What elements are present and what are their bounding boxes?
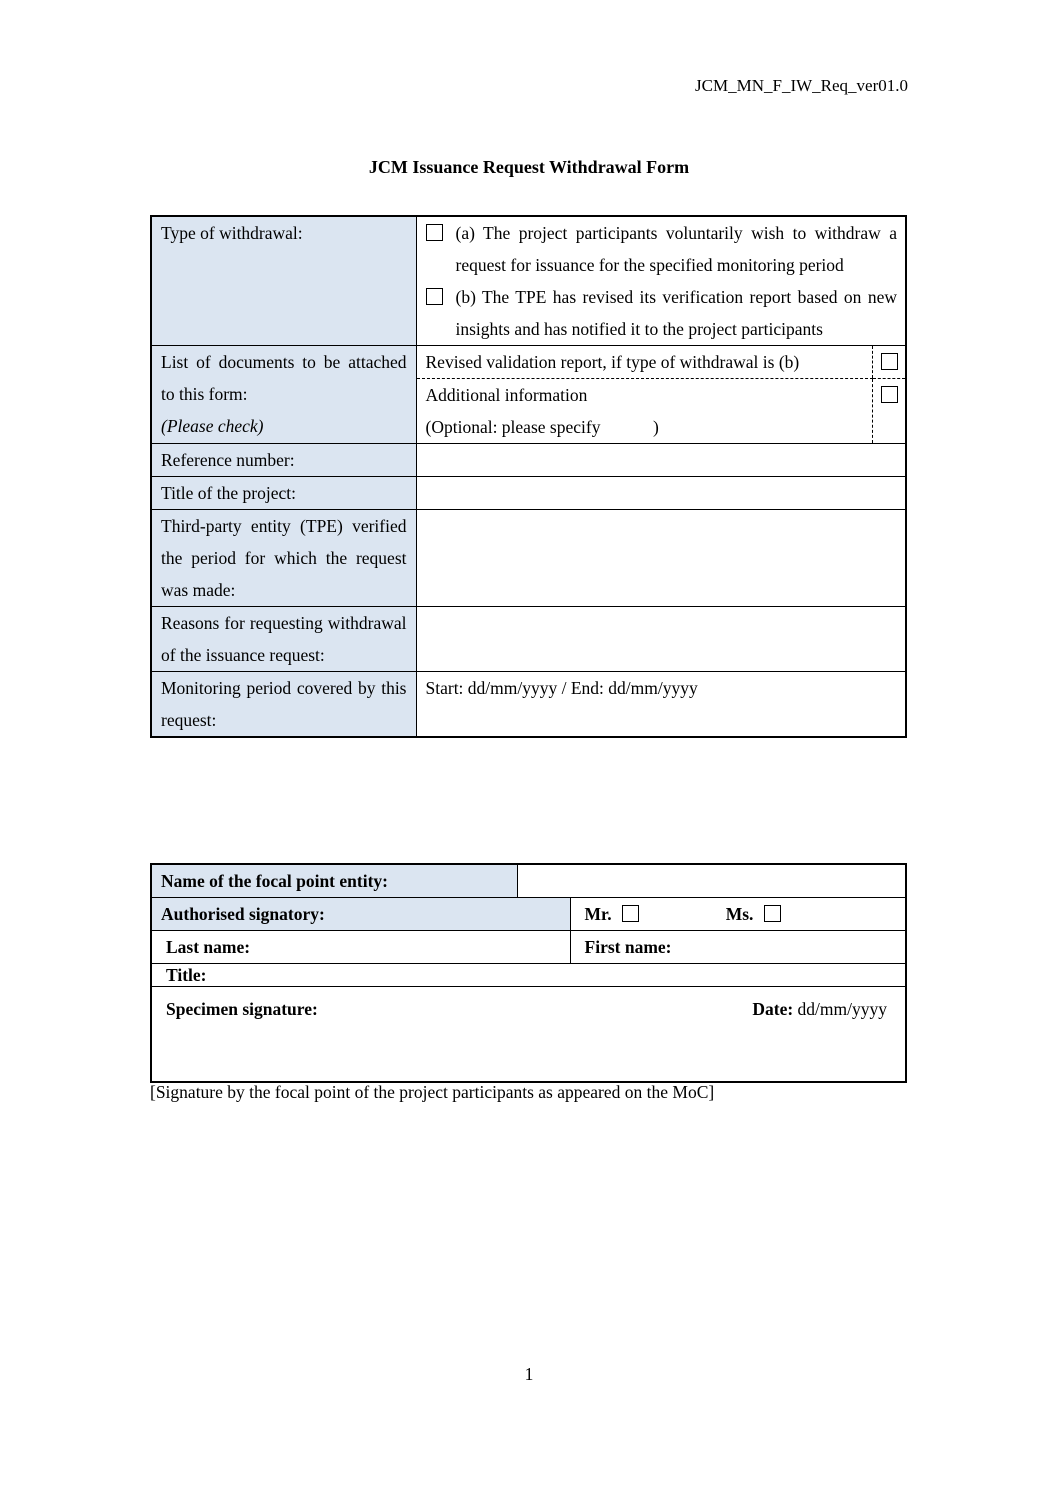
additional-info-text [417, 379, 873, 444]
row-names [151, 931, 906, 964]
tpe-label: Third-party entity (TPE) verified the period for which the request was made: [151, 510, 416, 607]
last-name-field[interactable]: Last name: [151, 931, 570, 964]
reference-number-field[interactable] [416, 444, 906, 477]
option-a-text: (a) The project participants voluntarily wish to withdraw a request for issuance for the specified monitoring period [455, 223, 897, 275]
document-item-additional-info [417, 379, 906, 444]
row-reference-number [151, 444, 906, 477]
document-item-revised-report [417, 346, 906, 379]
project-title-field[interactable] [416, 477, 906, 510]
focal-point-table [150, 863, 907, 1083]
salutation-options [570, 898, 906, 931]
additional-info-specify: (Optional: please specify ) [425, 417, 659, 437]
date-value[interactable]: dd/mm/yyyy [797, 999, 887, 1019]
project-title-label: Title of the project: [151, 477, 416, 510]
option-a[interactable] [426, 217, 898, 281]
additional-info-title: Additional information [425, 385, 588, 405]
ms-label: Ms. [725, 904, 754, 924]
signature-field[interactable] [151, 987, 906, 1083]
date-label: Date: [752, 999, 794, 1019]
specimen-signature-label: Specimen signature: [166, 999, 318, 1019]
documents-label-text: List of documents to be attached to this form: [161, 352, 407, 404]
signature-footnote: [Signature by the focal point of the project participants as appeared on the MoC] [150, 1082, 715, 1102]
document-code: JCM_MN_F_IW_Req_ver01.0 [695, 76, 908, 95]
row-documents [151, 346, 906, 444]
revised-report-text: Revised validation report, if type of withdrawal is (b) [417, 346, 873, 379]
type-of-withdrawal-options [416, 216, 906, 346]
row-title [151, 964, 906, 987]
type-of-withdrawal-label: Type of withdrawal: [151, 216, 416, 346]
row-tpe [151, 510, 906, 607]
focal-entity-field[interactable] [517, 864, 906, 898]
option-b-text: (b) The TPE has revised its verification report based on new insights and has notified it to the project participants [455, 287, 897, 339]
option-b-checkbox[interactable] [426, 288, 443, 305]
row-signatory [151, 898, 906, 931]
reference-number-label: Reference number: [151, 444, 416, 477]
first-name-field[interactable]: First name: [570, 931, 906, 964]
reasons-label: Reasons for requesting withdrawal of the issuance request: [151, 607, 416, 672]
row-reasons [151, 607, 906, 672]
page-number: 1 [524, 1364, 534, 1384]
tpe-field[interactable] [416, 510, 906, 607]
row-monitoring-period [151, 672, 906, 738]
monitoring-period-field[interactable]: Start: dd/mm/yyyy / End: dd/mm/yyyy [416, 672, 906, 738]
signature-date [752, 993, 887, 1025]
mr-label: Mr. [584, 904, 612, 924]
focal-entity-label: Name of the focal point entity: [151, 864, 517, 898]
documents-label [151, 346, 416, 444]
mr-checkbox[interactable] [622, 905, 639, 922]
row-focal-entity [151, 864, 906, 898]
documents-list [416, 346, 906, 444]
additional-info-checkbox[interactable] [881, 386, 898, 403]
ms-checkbox[interactable] [764, 905, 781, 922]
documents-checklist [417, 346, 906, 443]
title-field[interactable]: Title: [151, 964, 906, 987]
revised-report-checkbox[interactable] [881, 353, 898, 370]
row-project-title [151, 477, 906, 510]
option-a-checkbox[interactable] [426, 224, 443, 241]
monitoring-period-label: Monitoring period covered by this request: [151, 672, 416, 738]
documents-label-hint: (Please check) [161, 416, 264, 436]
option-b[interactable] [426, 281, 898, 345]
withdrawal-form-table [150, 215, 907, 738]
reasons-field[interactable] [416, 607, 906, 672]
form-title: JCM Issuance Request Withdrawal Form [368, 157, 690, 177]
row-type-of-withdrawal [151, 216, 906, 346]
row-signature [151, 987, 906, 1083]
signatory-label: Authorised signatory: [151, 898, 570, 931]
